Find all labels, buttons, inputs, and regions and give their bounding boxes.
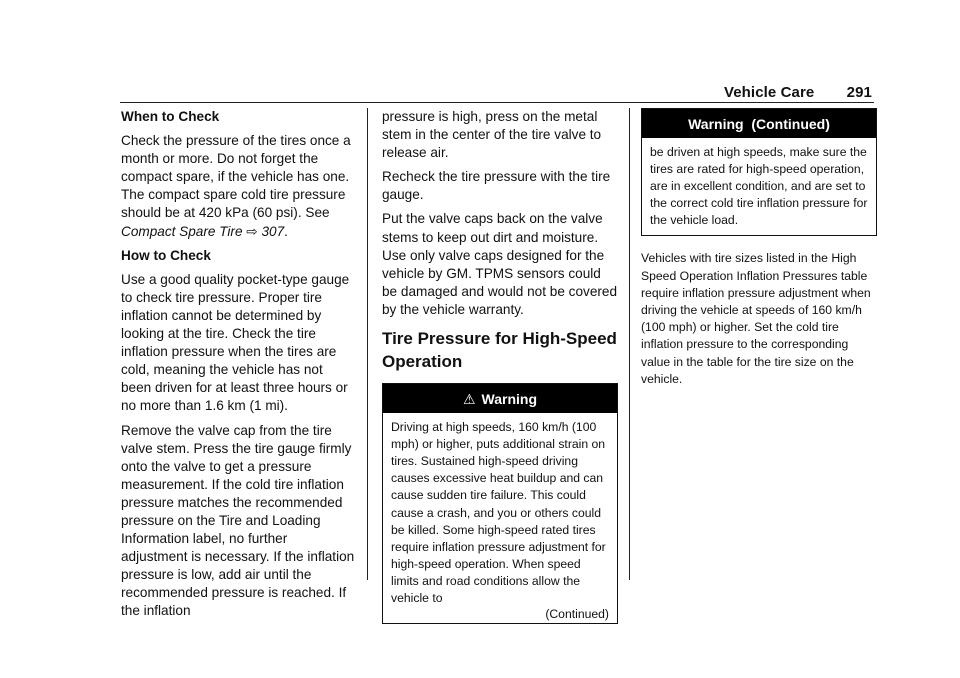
warning-continued-box xyxy=(641,108,877,236)
warning-title-bar xyxy=(383,384,617,413)
middle-paragraph-2: Recheck the tire pressure with the tire gauge. xyxy=(382,169,611,203)
middle-paragraph-1: pressure is high, press on the metal stem in the center of the tire valve to release air. xyxy=(382,109,602,161)
page-number: 291 xyxy=(846,84,872,101)
when-to-check-paragraph xyxy=(121,132,356,241)
warning-continued-body: be driven at high speeds, make sure the tires are rated for high-speed operation, are in excellent condition, and are set to the correct cold tire inflation pressure for the vehicle load. xyxy=(650,145,868,228)
compact-spare-tire-link-label: Compact Spare Tire xyxy=(121,223,243,239)
compact-spare-tire-link[interactable] xyxy=(121,224,284,239)
column-divider-right xyxy=(629,108,630,580)
warning-box xyxy=(382,383,618,624)
column-right xyxy=(641,108,877,394)
right-paragraph-1: Vehicles with tire sizes listed in the High Speed Operation Inflation Pressures table require inflation pressure adjustment when driving the vehicle at speeds of 160 km/h (100 mph) or higher. Set the cold tire inflation pressure to the corresponding value in the table for the tire size on the vehicle. xyxy=(641,251,871,386)
warning-continued-title-bar: Warning (Continued) xyxy=(642,109,876,138)
column-divider-left xyxy=(367,108,368,580)
warning-text: Driving at high speeds, 160 km/h (100 mph) or higher, puts additional strain on tires. Sustained high-speed driving causes excessive heat buildup and can cause sudden tire failure. This could cause a crash, and you or others could be killed. Some high-speed rated tires require inflation pressure adjustment for high-speed operation. When speed limits and road conditions allow the vehicle to xyxy=(391,420,606,605)
high-speed-section-heading: Tire Pressure for High-Speed Operation xyxy=(382,329,617,372)
how-to-check-heading: How to Check xyxy=(121,247,211,263)
when-to-check-heading: When to Check xyxy=(121,109,220,124)
when-to-check-text: Check the pressure of the tires once a month or more. Do not forget the compact spare, if the vehicle has one. The compact spare cold tire pressure should be at 420 kPa (60 psi). See xyxy=(121,133,351,221)
how-to-check-paragraph-2: Remove the valve cap from the tire valve stem. Press the tire gauge firmly onto the valve to get a pressure measurement. If the cold tire inflation pressure matches the recommended pressure on the Tire and Loading Information label, no further adjustment is necessary. If the inflation pressure is low, add air until the recommended pressure is reached. If the inflation xyxy=(121,422,355,619)
compact-spare-tire-page: 307 xyxy=(261,223,285,239)
header-divider xyxy=(120,102,874,103)
section-title: Vehicle Care xyxy=(723,84,815,101)
page-reference-icon: ⇨ xyxy=(246,223,258,239)
sentence-period: . xyxy=(284,223,288,239)
warning-continued: (Continued) xyxy=(545,607,609,622)
warning-icon: ⚠ xyxy=(462,391,476,408)
column-middle xyxy=(382,108,618,624)
how-to-check-paragraph-1: Use a good quality pocket-type gauge to check tire pressure. Proper tire inflation cannot be determined by looking at the tire. Check the tire inflation pressure when the tires are cold, meaning the vehicle has not been driven for at least three hours or no more than 1.6 km (1 mi). xyxy=(121,271,350,414)
middle-paragraph-3: Put the valve caps back on the valve stems to keep out dirt and moisture. Use only valve caps designed for the vehicle by GM. TPMS sensors could be damaged and would not be covered by the vehicle warranty. xyxy=(382,211,618,317)
warning-body xyxy=(383,413,617,623)
column-left xyxy=(121,108,356,627)
page-header xyxy=(724,84,872,101)
warning-title: Warning xyxy=(481,391,538,408)
